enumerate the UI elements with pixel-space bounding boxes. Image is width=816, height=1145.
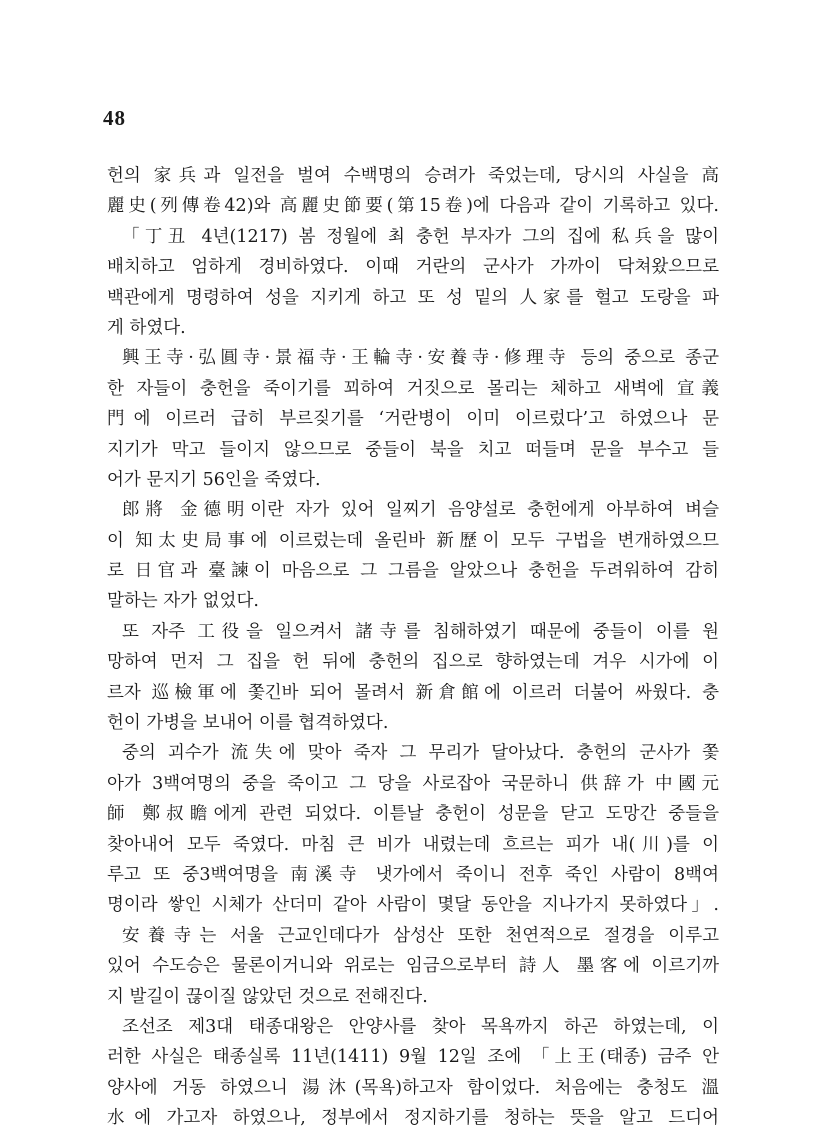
text-line: 헌의 家兵과 일전을 벌여 수백명의 승려가 죽었는데, 당시의 사실을 高 [107,166,719,186]
text-line: 지 발길이 끊이질 않았던 것으로 전해진다. [107,986,428,1007]
text-line: 배치하고 엄하게 경비하였다. 이때 거란의 군사가 가까이 닥쳐왔으므로 [107,257,719,278]
text-line: 이 知太史局事에 이르렀는데 올린바 新歷이 모두 구법을 변개하였으므 [107,530,719,551]
text-line: 어가 문지기 56인을 죽였다. [107,469,321,490]
text-line: 명이라 쌓인 시체가 산더미 같아 사람이 몇달 동안을 지나가지 못하였다」. [107,895,719,916]
text-line: 한 자들이 충헌을 죽이기를 꾀하여 거짓으로 몰리는 체하고 새벽에 宣義 [107,378,719,399]
text-line: 르자 巡檢軍에 쫓긴바 되어 몰려서 新倉館에 이르러 더불어 싸웠다. 충 [107,682,719,703]
text-line: 루고 또 중3백여명을 南溪寺 냇가에서 죽이니 전후 죽인 사람이 8백여 [107,864,719,885]
text-line: 게 하였다. [107,317,186,338]
text-line: 망하여 먼저 그 집을 헌 뒤에 충헌의 집으로 향하였는데 겨우 시가에 이 [107,652,719,673]
text-line: 水에 가고자 하였으나, 정부에서 정지하기를 청하는 뜻을 알고 드디어 [107,1108,719,1129]
text-line: 말하는 자가 없었다. [107,591,259,612]
text-line: 門에 이르러 급히 부르짖기를 ‘거란병이 이미 이르렀다’고 하였으나 문 [107,409,719,430]
text-line: 興王寺·弘圓寺·景福寺·王輪寺·安養寺·修理寺 등의 중으로 종군 [122,348,719,369]
text-line: 郎將 金德明이란 자가 있어 일찌기 음양설로 충헌에게 아부하여 벼슬 [122,500,719,521]
text-line: 安養寺는 서울 근교인데다가 삼성산 또한 천연적으로 절경을 이루고 [122,925,719,946]
text-line: 「丁丑 4년(1217) 봄 정월에 최 충헌 부자가 그의 집에 私兵을 많이 [122,226,719,247]
text-line: 조선조 제3대 태종대왕은 안양사를 찾아 목욕까지 하곤 하였는데, 이 [122,1016,719,1037]
text-line: 師 鄭叔瞻에게 관련 되었다. 이튿날 충헌이 성문을 닫고 도망간 중들을 [107,804,719,825]
body-text [107,161,719,1134]
text-line: 지기가 막고 들이지 않으므로 중들이 북을 치고 떠들며 문을 부수고 들 [107,439,719,460]
text-line: 중의 괴수가 流失에 맞아 죽자 그 무리가 달아났다. 충헌의 군사가 쫓 [122,743,719,764]
text-line: 있어 수도승은 물론이거니와 위로는 임금으로부터 詩人 墨客에 이르기까 [107,956,719,977]
text-line: 로 日官과 臺諫이 마음으로 그 그름을 알았으나 충헌을 두려워하여 감히 [107,561,719,582]
text-line: 헌이 가병을 보내어 이를 협격하였다. [107,713,389,734]
text-line: 찾아내어 모두 죽였다. 마침 큰 비가 내렸는데 흐르는 피가 내(川)를 이 [107,834,719,855]
text-line: 또 자주 工役을 일으켜서 諸寺를 침해하였기 때문에 중들이 이를 원 [122,621,719,642]
text-line: 백관에게 명령하여 성을 지키게 하고 또 성 밑의 人家를 헐고 도랑을 파 [107,287,719,308]
text-line: 양사에 거동 하였으니 湯沐(목욕)하고자 함이었다. 처음에는 충청도 溫 [107,1077,719,1098]
text-line: 아가 3백여명의 중을 죽이고 그 당을 사로잡아 국문하니 供辞가 中國元 [107,773,719,794]
text-line: 麗史(列傳卷42)와 高麗史節要(第15卷)에 다음과 같이 기록하고 있다. [107,196,719,217]
page-number: 48 [103,106,126,130]
text-line: 러한 사실은 태종실록 11년(1411) 9월 12일 조에 「上王(태종) 금주 안 [107,1047,719,1068]
